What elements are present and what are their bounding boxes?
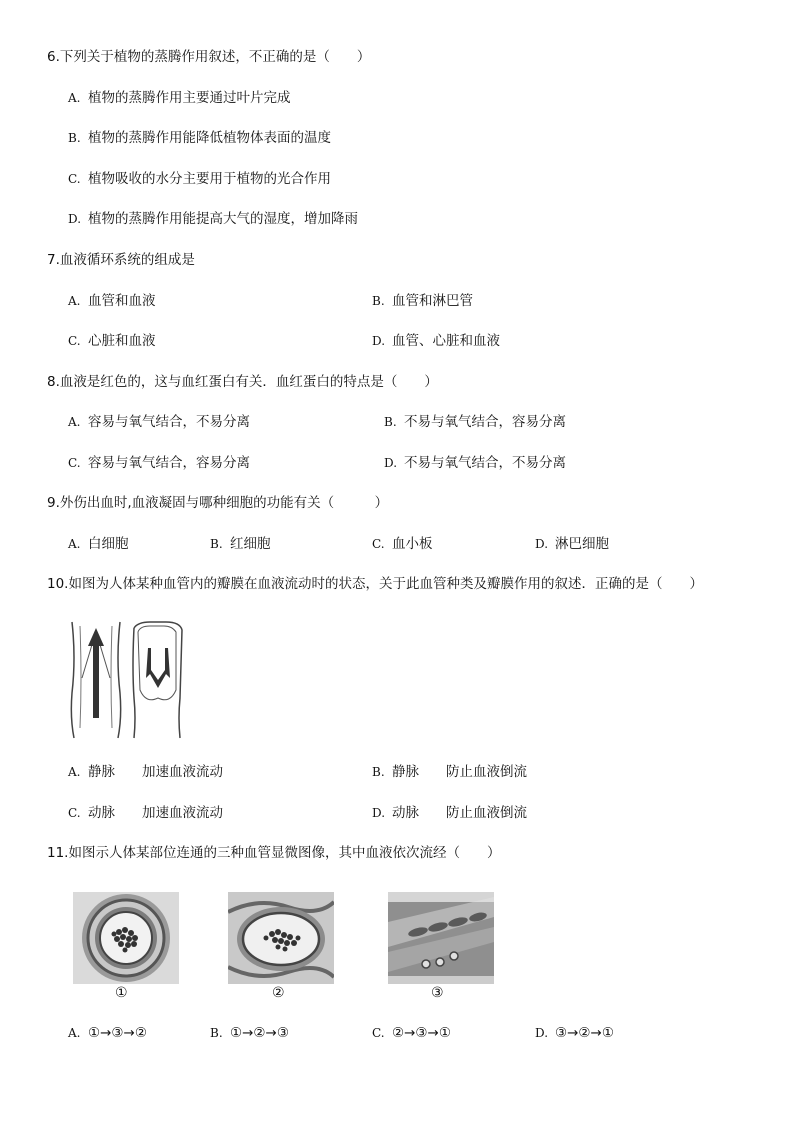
option-letter: C.: [68, 334, 81, 348]
option-text: 容易与氧气结合，不易分离: [88, 414, 250, 430]
question-8-stem: 8.血液是红色的，这与血红蛋白有关．血红蛋白的特点是（ ）: [47, 374, 438, 390]
option-letter: A.: [68, 765, 81, 779]
option-text: 不易与氧气结合，容易分离: [404, 414, 566, 430]
micrograph-3: [388, 892, 494, 984]
open-valve-tube: [71, 622, 120, 738]
option-letter: B.: [372, 294, 385, 308]
option-letter: D.: [535, 537, 549, 551]
option-letter: A.: [68, 294, 81, 308]
q9-option-c: [372, 535, 433, 553]
option-text: 心脏和血液: [88, 333, 156, 349]
option-text: 不易与氧气结合，不易分离: [404, 455, 566, 471]
q11-option-b: [210, 1024, 289, 1042]
option-text: 植物的蒸腾作用能提高大气的湿度，增加降雨: [88, 211, 358, 227]
q11-option-c: [372, 1024, 451, 1042]
question-7-stem: 7.血液循环系统的组成是: [47, 252, 195, 268]
question-11-stem: 11.如图示人体某部位连通的三种血管显微图像，其中血液依次流经（ ）: [47, 845, 501, 861]
option-text: 植物吸收的水分主要用于植物的光合作用: [88, 171, 331, 187]
q7-option-b: [372, 292, 473, 310]
micrograph-1: [73, 892, 179, 984]
q11-option-a: [68, 1024, 147, 1042]
q6-option-c: [68, 170, 331, 188]
option-text: 静脉 防止血液倒流: [392, 764, 527, 780]
q7-option-a: [68, 292, 156, 310]
vein-valve-figure: [68, 618, 188, 743]
q9-option-a: [68, 535, 129, 553]
option-letter: A.: [68, 537, 81, 551]
option-text: 白细胞: [88, 536, 129, 552]
option-text: ②→③→①: [392, 1025, 451, 1041]
q8-option-c: [68, 454, 250, 472]
micrograph-2: [228, 892, 334, 984]
q8-option-a: [68, 413, 250, 431]
option-text: ①→②→③: [230, 1025, 289, 1041]
micrograph-2-label: ②: [272, 985, 285, 1001]
q9-option-b: [210, 535, 271, 553]
option-letter: B.: [68, 131, 81, 145]
q11-option-d: [535, 1024, 614, 1042]
option-letter: D.: [384, 456, 398, 470]
option-text: ①→③→②: [88, 1025, 147, 1041]
option-letter: B.: [210, 537, 223, 551]
option-text: 容易与氧气结合，容易分离: [88, 455, 250, 471]
option-text: ③→②→①: [555, 1025, 614, 1041]
q6-option-a: [68, 89, 291, 107]
option-letter: D.: [372, 806, 386, 820]
option-text: 动脉 防止血液倒流: [392, 805, 527, 821]
question-6-stem: 6.下列关于植物的蒸腾作用叙述，不正确的是（ ）: [47, 49, 371, 65]
q10-option-d: [372, 804, 527, 822]
q8-option-b: [384, 413, 566, 431]
option-letter: B.: [384, 415, 397, 429]
q6-option-b: [68, 129, 331, 147]
closed-valve-tube: [133, 622, 182, 738]
option-letter: D.: [535, 1026, 549, 1040]
option-letter: C.: [372, 1026, 385, 1040]
option-letter: A.: [68, 91, 81, 105]
option-letter: C.: [68, 456, 81, 470]
micrograph-3-label: ③: [431, 985, 444, 1001]
option-text: 血管、心脏和血液: [392, 333, 500, 349]
option-text: 血小板: [392, 536, 433, 552]
option-text: 静脉 加速血液流动: [88, 764, 223, 780]
q7-option-d: [372, 332, 500, 350]
q10-option-b: [372, 763, 527, 781]
option-letter: C.: [68, 172, 81, 186]
option-letter: C.: [372, 537, 385, 551]
option-letter: A.: [68, 1026, 81, 1040]
option-text: 血管和淋巴管: [392, 293, 473, 309]
q8-option-d: [384, 454, 566, 472]
option-text: 植物的蒸腾作用能降低植物体表面的温度: [88, 130, 331, 146]
micrograph-1-label: ①: [115, 985, 128, 1001]
q10-option-c: [68, 804, 223, 822]
option-letter: D.: [372, 334, 386, 348]
option-letter: B.: [372, 765, 385, 779]
q7-option-c: [68, 332, 156, 350]
option-letter: D.: [68, 212, 82, 226]
option-letter: B.: [210, 1026, 223, 1040]
option-text: 淋巴细胞: [555, 536, 609, 552]
option-text: 动脉 加速血液流动: [88, 805, 223, 821]
q10-option-a: [68, 763, 223, 781]
option-letter: A.: [68, 415, 81, 429]
q9-option-d: [535, 535, 609, 553]
q6-option-d: [68, 210, 358, 228]
option-text: 血管和血液: [88, 293, 156, 309]
question-9-stem: 9.外伤出血时,血液凝固与哪种细胞的功能有关（ ）: [47, 495, 389, 511]
option-text: 植物的蒸腾作用主要通过叶片完成: [88, 90, 291, 106]
option-letter: C.: [68, 806, 81, 820]
question-10-stem: 10.如图为人体某种血管内的瓣膜在血液流动时的状态，关于此血管种类及瓣膜作用的叙述．正确的是（ ）: [47, 576, 703, 592]
option-text: 红细胞: [230, 536, 271, 552]
